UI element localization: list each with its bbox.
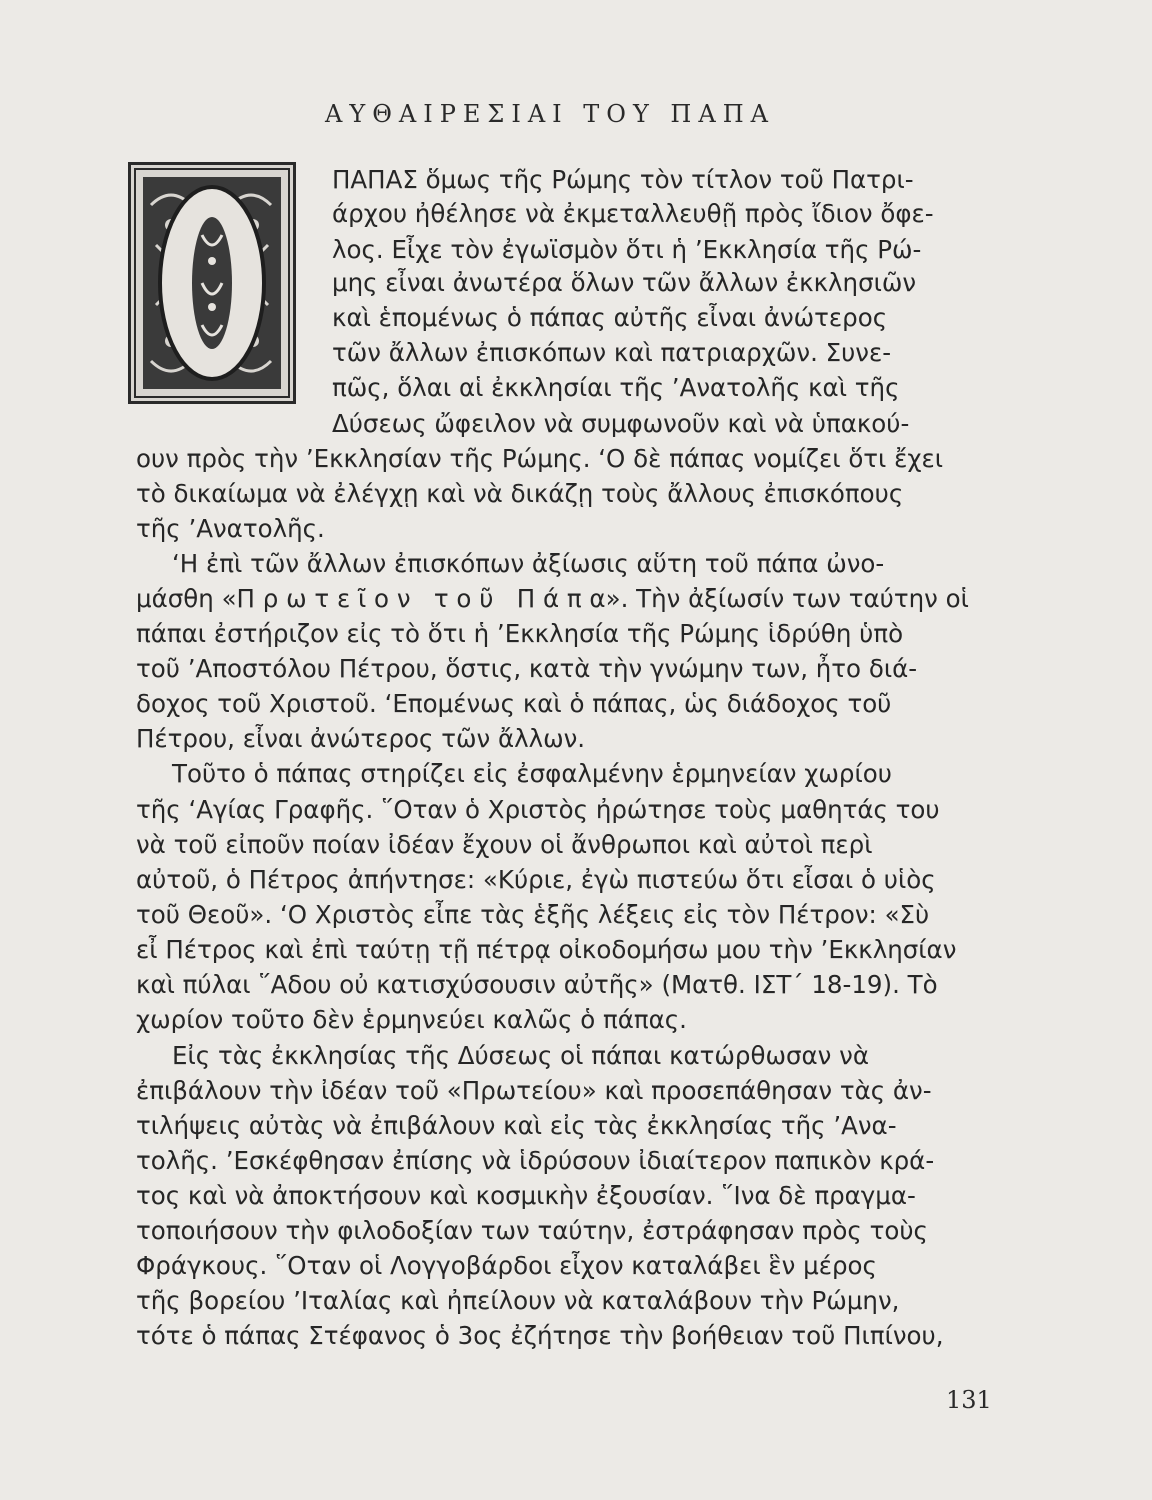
running-head: ΑΥΘΑΙΡΕΣΙΑΙ ΤΟΥ ΠΑΠΑ (325, 100, 775, 128)
book-page: ΑΥΘΑΙΡΕΣΙΑΙ ΤΟΥ ΠΑΠΑ ΠΑΠΑΣ ὅμως τῆς Ρώμης τὸν τίτλον τοῦ Πατρι- άρχου ἠθέλησε νὰ ἐκμεταλλευθῇ πρὸς ἴδιον ὄφε- λος. Εἶχε τὸν ἐγωϊσμὸν ὅτι ἡ ’Εκκλησία τῆς Ρώ- μης εἶναι ἀνωτέρα ὅλων τῶν ἄλλων ἐκκλησιῶν καὶ ἑπομένως ὁ πάπας αὐτῆς εἶναι ἀνώτερος τῶν ἄλλων ἐπισκόπων καὶ πατριαρχῶν. Συνε- πῶς, ὅλαι αἱ ἐκκλησίαι τῆς ’Ανατολῆς καὶ τῆς Δύσεως ὤφειλον νὰ συμφωνοῦν καὶ νὰ ὑπακού- ουν πρὸς τὴν ’Εκκλησίαν τῆς Ρώμης. ‘Ο δὲ πάπας νομίζει ὅτι ἔχει τὸ δικαίωμα νὰ ἐλέγχῃ καὶ νὰ δικάζῃ τοὺς ἄλλους ἐπισκόπους τῆς ’Ανατολῆς. ‘Η ἐπὶ τῶν ἄλλων ἐπισκόπων ἀξίωσις αὕτη τοῦ πάπα ὠνο- μάσθη «Π ρ ω τ ε ῖ ο ν τ ο ῦ Π ά π α». Τὴν ἀξίωσίν των ταύτην οἱ πάπαι ἐστήριζον εἰς τὸ ὅτι ἡ ’Εκκλησία τῆς Ρώμης ἱδρύθη ὑπὸ τοῦ ’Αποστόλου Πέτρου, ὅστις, κατὰ τὴν γνώμην των, ἦτο διά- δοχος τοῦ Χριστοῦ. ‘Επομένως καὶ ὁ πάπας, ὡς διάδοχος τοῦ Πέτρου, εἶναι ἀνώτερος τῶν ἄλλων. Τοῦτο ὁ πάπας στηρίζει εἰς ἐσφαλμένην ἑρμηνείαν χωρίου τῆς ‘Αγίας Γραφῆς. ῞Οταν ὁ Χριστὸς ἠρώτησε τοὺς μαθητάς του νὰ τοῦ εἰποῦν ποίαν ἰδέαν ἔχουν οἱ ἄνθρωποι καὶ αὐτοὶ περὶ αὐτοῦ, ὁ Πέτρος ἀπήντησε: «Κύριε, ἐγὼ πιστεύω ὅτι εἶσαι ὁ υἱὸς τοῦ Θεοῦ». ‘Ο Χριστὸς εἶπε τὰς ἑξῆς λέξεις εἰς τὸν Πέτρον: «Σὺ εἶ Πέτρος καὶ ἐπὶ ταύτῃ τῇ πέτρᾳ οἰκοδομήσω μου τὴν ’Εκκλησίαν καὶ πύλαι ῞Αδου οὐ κατισχύσουσιν αὐτῆς» (Ματθ. ΙΣΤ΄ 18-19). Τὸ χωρίον τοῦτο δὲν ἑρμηνεύει καλῶς ὁ πάπας. Εἰς τὰς ἐκκλησίας τῆς Δύσεως οἱ πάπαι κατώρθωσαν νὰ ἐπιβάλουν τὴν ἰδέαν τοῦ «Πρωτείου» καὶ προσεπάθησαν τὰς ἀν- τιλήψεις αὐτὰς νὰ ἐπιβάλουν καὶ εἰς τὰς ἐκκλησίας τῆς ’Ανα- τολῆς. ’Εσκέφθησαν ἐπίσης νὰ ἱδρύσουν ἰδιαίτερον παπικὸν κρά- τος καὶ νὰ ἀποκτήσουν καὶ κοσμικὴν ἐξουσίαν. ῞Ινα δὲ πραγμα- τοποιήσουν τὴν φιλοδοξίαν των ταύτην, ἐστράφησαν πρὸς τοὺς Φράγκους. ῞Οταν οἱ Λογγοβάρδοι εἶχον καταλάβει ἓν μέρος τῆς βορείου ’Ιταλίας καὶ ἠπείλουν νὰ καταλάβουν τὴν Ρώμην, τότε ὁ πάπας Στέφανος ὁ 3ος ἐζήτησε τὴν βοήθειαν τοῦ Πιπίνου, 131 (0, 0, 1152, 1500)
page-number: 131 (946, 1386, 992, 1414)
ornamental-initial-icon (128, 162, 296, 404)
